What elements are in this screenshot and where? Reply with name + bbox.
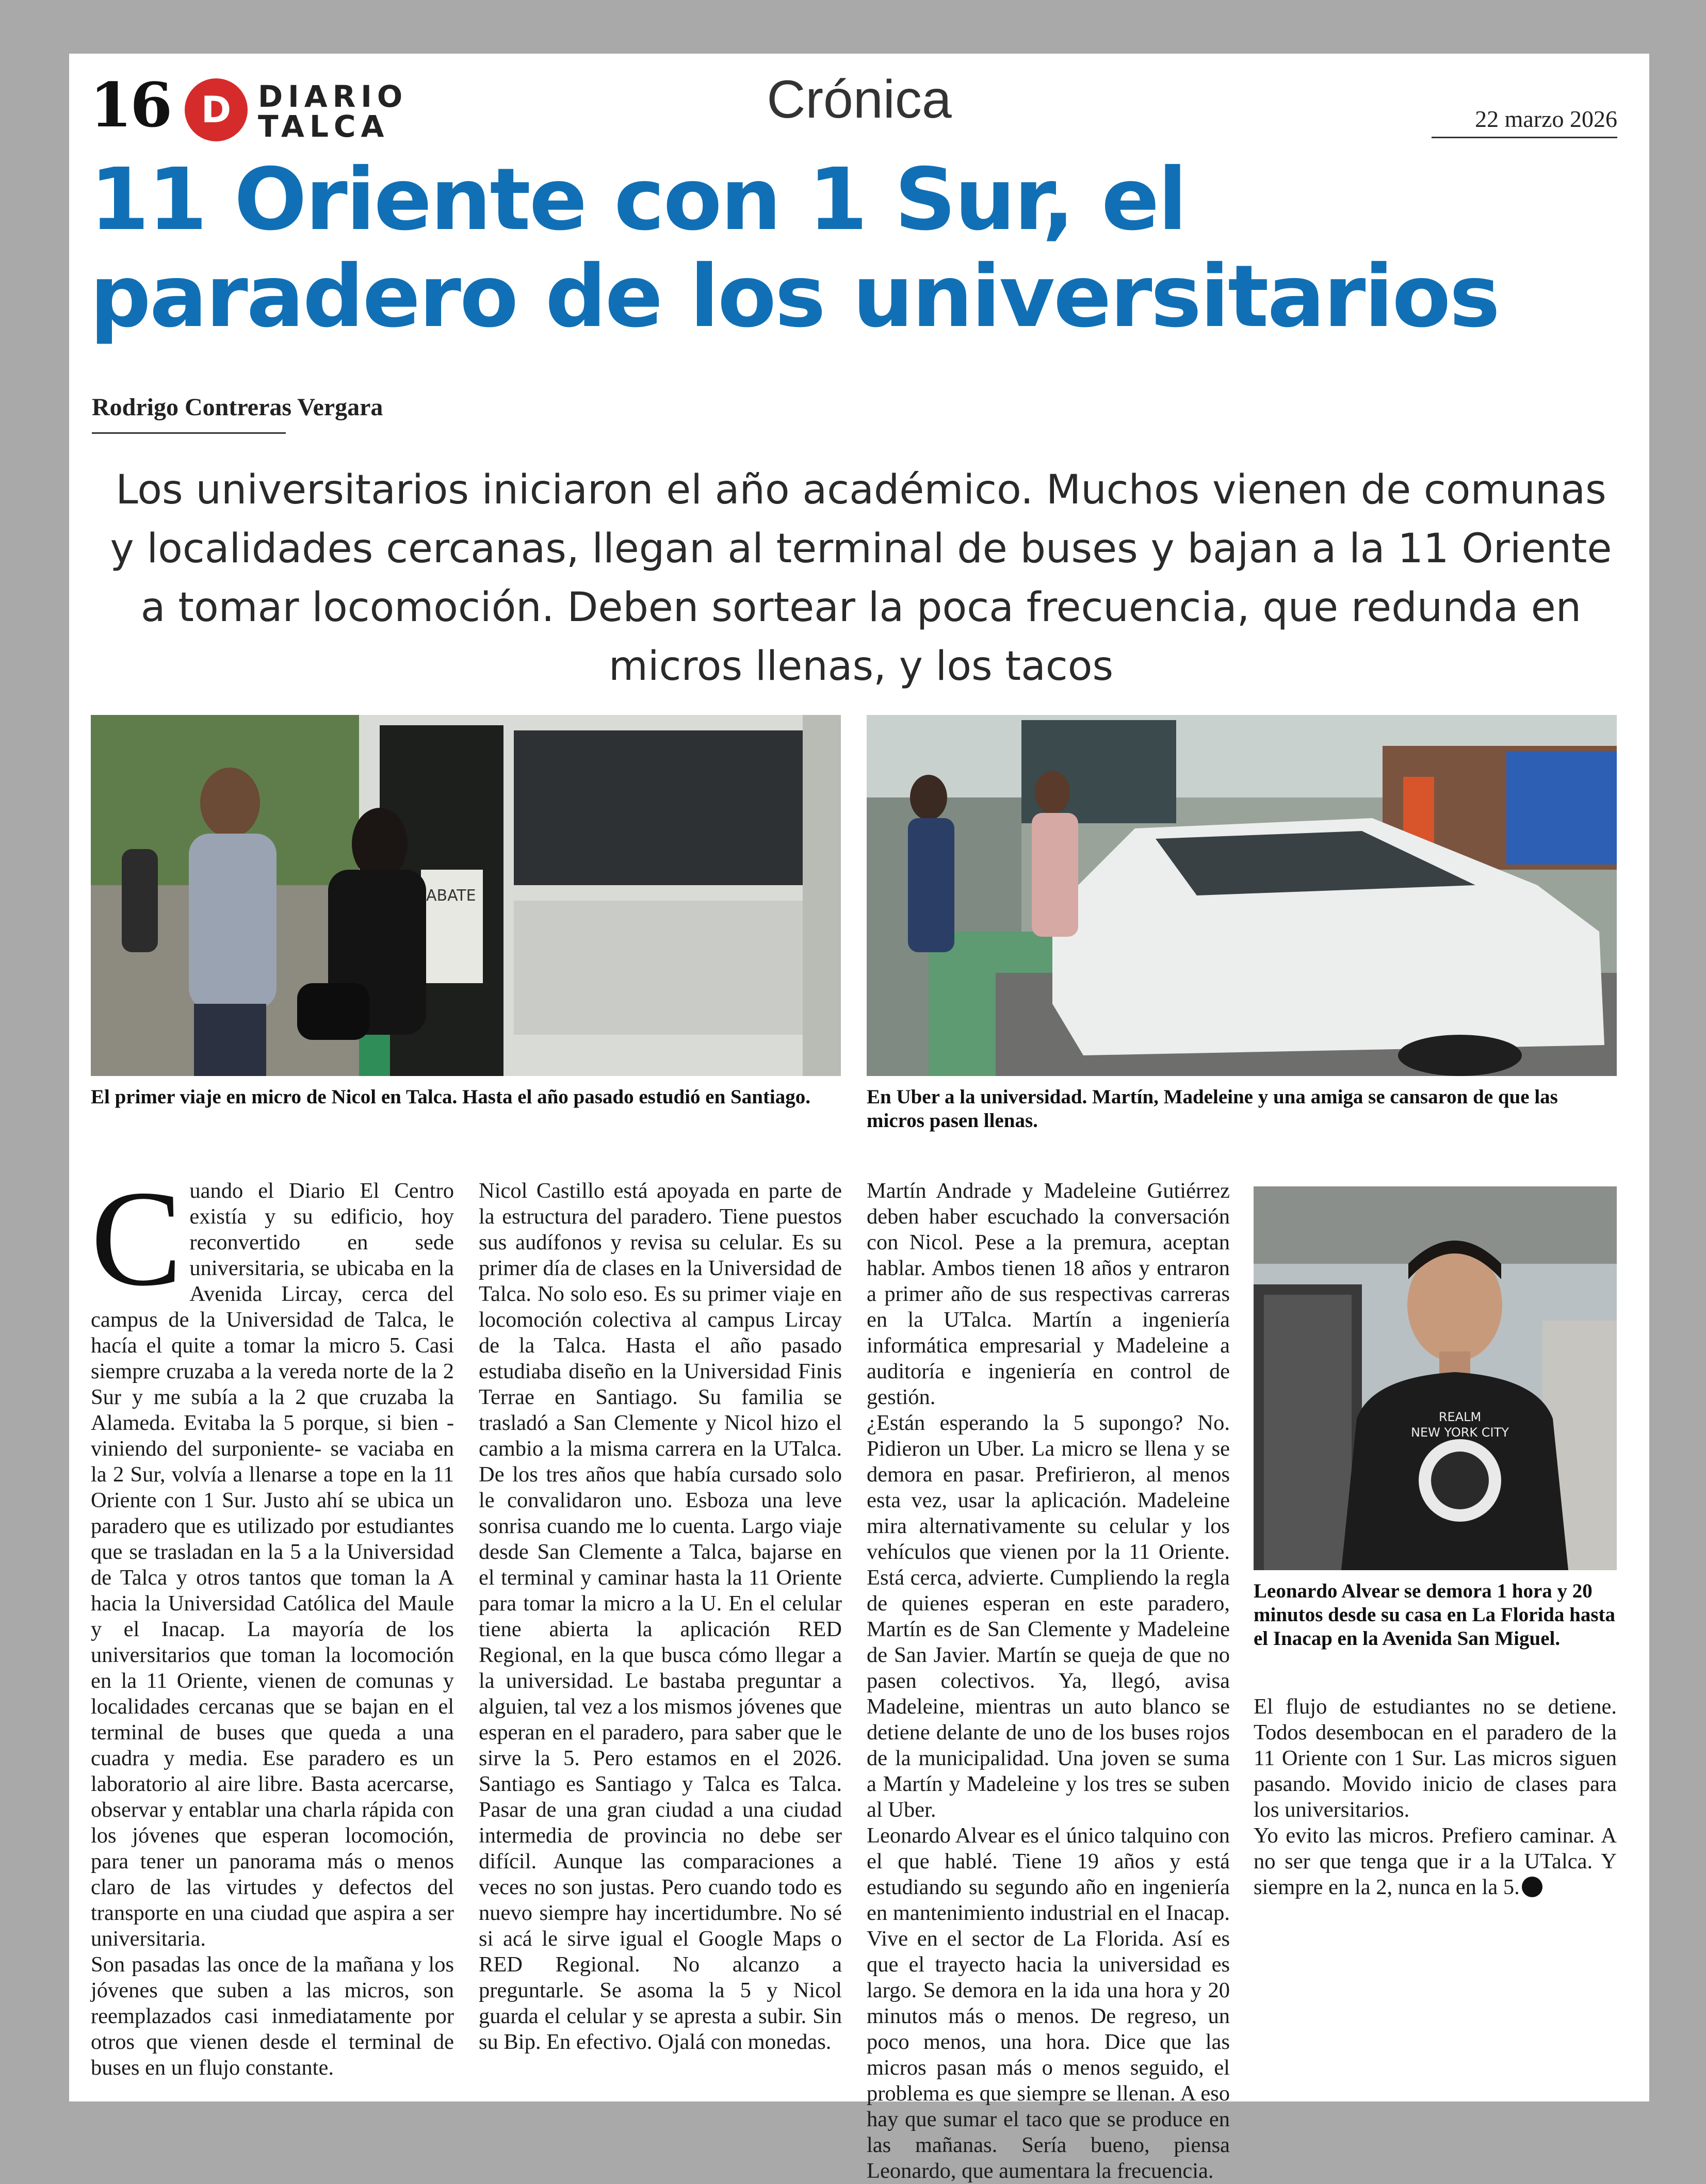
section-name: Crónica [767,70,952,129]
dropcap: C [91,1162,183,1314]
body-column-4 [1254,1694,1617,2065]
headline: 11 Oriente con 1 Sur, el paradero de los universitarios [90,150,1499,347]
shirt-text-1: REALM [1438,1410,1482,1424]
bus-sign-text: ABATE [426,887,476,905]
byline: Rodrigo Contreras Vergara [92,394,383,421]
caption-photo-3: Leonardo Alvear se demora 1 hora y 20 minutos desde su casa en La Florida hasta el Inacap en la Avenida San Miguel. [1254,1580,1616,1650]
body-column-1 [91,1162,454,2080]
body-column-3 [867,1178,1230,2183]
paragraph-7: El flujo de estudiantes no se detiene. Todos desembocan en el paradero de la 11 Oriente con 1 Sur. Las micros siguen pasando. Movido inicio de clases para los universitarios. [1254,1694,1617,1822]
paragraph-3: Nicol Castillo está apoyada en parte de la estructura del paradero. Tiene puestos sus audífonos y revisa su celular. Es su primer día de clases en la Universidad de Talca. No solo eso. Es su primer viaje en locomoción colectiva al campus Lircay de la Talca. Hasta el año pasado estudiaba diseño en la Universidad Finis Terrae en Santiago. Su familia se trasladó a San Clemente y Nicol hizo el cambio a la misma carrera en la UTalca. De los tres años que había cursado solo le convalidaron uno. Esboza una leve sonrisa cuando me lo cuenta. Largo viaje desde San Clemente a Talca, bajarse en el terminal y caminar hasta la 11 Oriente para tomar la micro a la U. En el celular tiene abierta la aplicación RED Regional, en la que busca cómo llegar a la universidad. Le bastaba preguntar a alguien, tal vez a los mismos jóvenes que esperan en el paradero, para saber que le sirve la 5. Pero estamos en el 2026. Santiago es Santiago y Talca es Talca. Pasar de una gran ciudad a una ciudad intermedia de provincia no debe ser difícil. Aunque las comparaciones a veces no son justas. Pero cuando todo es nuevo siempre hay incertidumbre. No sé si acá le sirve igual el Google Maps o RED Regional. No alcanzo a preguntarle. Se asoma la 5 y Nicol guarda el celular y se apresta a subir. Sin su Bip. En efectivo. Ojalá con monedas. [479,1179,842,2054]
paragraph-6: Leonardo Alvear es el único talquino con el que hablé. Tiene 19 años y está estudiando su segundo año en ingeniería en mantenimiento industrial en el Inacap. Vive en el sector de La Florida. Así es que el trayecto hacia la universidad es largo. Se demora en la ida una hora y 20 minutos más o menos. De regreso, un poco menos, una hora. Dice que las micros pasan más o menos seguido, el problema es que siempre se llenan. A eso hay que sumar el taco que se produce en las mañanas. Sería bueno, piensa Leonardo, que aumentara la frecuencia. [867,1823,1230,2183]
issue-date: 22 marzo 2026 [1432,105,1617,138]
photo-bus-boarding [91,715,841,1076]
page-number: 16 [90,69,171,141]
logo-mark-icon: D [185,78,248,141]
photo-leonardo-portrait [1254,1186,1617,1570]
body-column-2 [479,1178,842,2065]
shirt-text-2: NEW YORK CITY [1411,1425,1509,1440]
paragraph-2: Son pasadas las once de la mañana y los jóvenes que suben a las micros, son reemplazados casi inmediatamente por otros que vienen desde el terminal de buses en un flujo constante. [91,1952,454,2080]
paragraph-8: Yo evito las micros. Prefiero caminar. A no ser que tenga que ir a la UTalca. Y siempre en la 2, nunca en la 5. [1254,1823,1617,1899]
byline-rule [92,432,286,434]
lede: Los universitarios iniciaron el año académico. Muchos vienen de comunas y localidades cercanas, llegan al terminal de buses y bajan a la 11 Oriente a tomar locomoción. Deben sortear la poca frecuencia, que redunda en micros llenas, y los tacos [110,467,1612,690]
photo-uber-car [867,715,1617,1076]
end-mark-icon [1522,1877,1542,1897]
paragraph-5: ¿Están esperando la 5 supongo? No. Pidieron un Uber. La micro se llena y se demora en pasar. Prefirieron, al menos esta vez, usar la aplicación. Madeleine mira alternativamente su celular y los vehículos que vienen por la 11 Oriente. Está cerca, advierte. Cumpliendo la regla de quienes esperan en este paradero, Martín es de San Clemente y Madeleine de San Javier. Martín se queja de que no pasen colectivos. Ya, llegó, avisa Madeleine, mientras un auto blanco se detiene delante de uno de los buses rojos de la municipalidad. Una joven se suma a Martín y Madeleine y los tres se suben al Uber. [867,1411,1230,1822]
logo-line-1: DIARIO [258,79,408,114]
paragraph-4: Martín Andrade y Madeleine Gutiérrez deben haber escuchado la conversación con Nicol. Pese a la premura, aceptan hablar. Ambos tienen 18 años y entraron a primer año de sus respectivas carreras en la UTalca. Martín a ingeniería informática empresarial y Madeleine a auditoría e ingeniería en control de gestión. [867,1179,1230,1409]
caption-photo-1: El primer viaje en micro de Nicol en Talca. Hasta el año pasado estudió en Santiago. [91,1086,811,1108]
logo-line-2: TALCA [258,109,389,144]
paragraph-1: uando el Diario El Centro existía y su edificio, hoy reconvertido en sede universitaria, se ubicaba en la Avenida Lircay, cerca del campus de la Universidad de Talca, le hacía el quite a tomar la micro 5. Casi siempre cruzaba a la vereda norte de la 2 Sur y me subía a la 2 que cruzaba la Alameda. Evitaba la 5 porque, si bien -viniendo del surponiente- se vaciaba en la 2 Sur, volvía a llenarse a tope en la 11 Oriente con 1 Sur. Justo ahí se ubica un paradero que es utilizado por estudiantes que se trasladan en la 5 a la Universidad de Talca y otros tantos que toman la A hacia la Universidad Católica del Maule y el Inacap. La mayoría de los universitarios que toman la locomoción en la 11 Oriente, vienen de comunas y localidades cercanas que se bajan en el terminal de buses que queda a una cuadra y media. Ese paradero es un laboratorio al aire libre. Basta acercarse, observar y entablar una charla rápida con los jóvenes que esperan locomoción, para tener un panorama más o menos claro de las virtudes y defectos del transporte en una ciudad que aspira a ser universitaria. [91,1179,454,1951]
newspaper-page [69,54,1649,2183]
caption-photo-2: En Uber a la universidad. Martín, Madeleine y una amiga se cansaron de que las micros pasen llenas. [867,1086,1558,1132]
